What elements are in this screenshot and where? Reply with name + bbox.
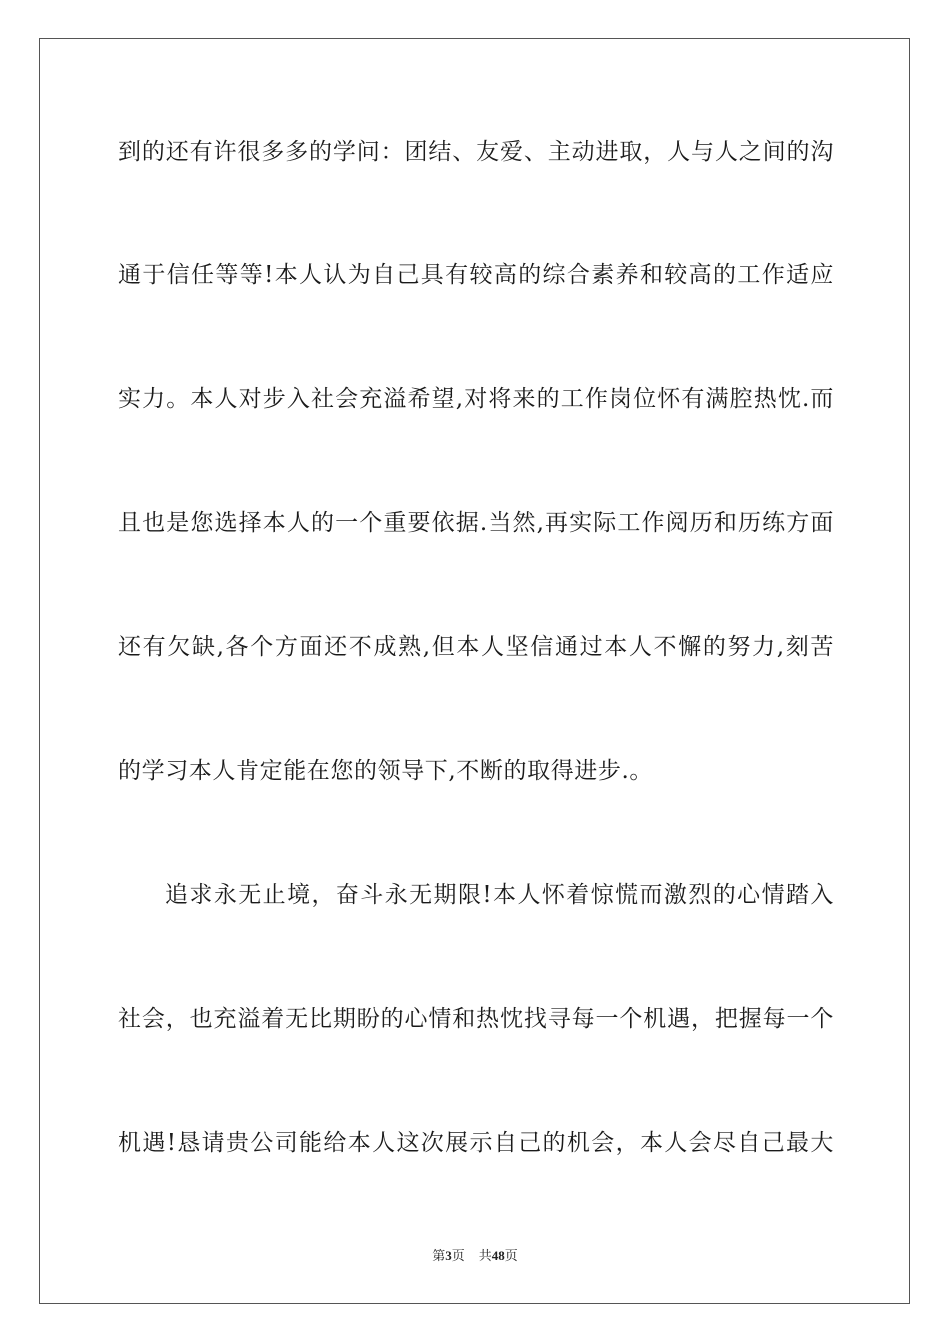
text-line: 的学习本人肯定能在您的领导下,不断的取得进步.。 bbox=[118, 758, 654, 784]
page-border bbox=[39, 38, 910, 1304]
text-line: 通于信任等等!本人认为自己具有较高的综合素养和较高的工作适应 bbox=[118, 262, 834, 288]
page-suffix: 页 bbox=[451, 1248, 465, 1263]
text-line: 到的还有许很多多的学问：团结、友爱、主动进取，人与人之间的沟 bbox=[118, 139, 834, 165]
total-prefix: 共 bbox=[478, 1248, 492, 1263]
text-line: 且也是您选择本人的一个重要依据.当然,再实际工作阅历和历练方面 bbox=[118, 510, 834, 536]
page-prefix: 第 bbox=[432, 1248, 446, 1263]
paragraph-first-line: 追求永无止境，奋斗永无期限!本人怀着惊慌而激烈的心情踏入 bbox=[165, 882, 834, 908]
text-line: 还有欠缺,各个方面还不成熟,但本人坚信通过本人不懈的努力,刻苦 bbox=[118, 634, 834, 660]
text-line: 机遇!恳请贵公司能给本人这次展示自己的机会，本人会尽自己最大 bbox=[118, 1130, 834, 1156]
text-line: 社会，也充溢着无比期盼的心情和热忱找寻每一个机遇，把握每一个 bbox=[118, 1006, 834, 1032]
page-number: 3 bbox=[445, 1248, 452, 1263]
text-line: 实力。本人对步入社会充溢希望,对将来的工作岗位怀有满腔热忱.而 bbox=[118, 386, 834, 412]
total-suffix: 页 bbox=[504, 1248, 518, 1263]
page-footer bbox=[0, 1247, 950, 1265]
total-pages: 48 bbox=[491, 1248, 505, 1263]
